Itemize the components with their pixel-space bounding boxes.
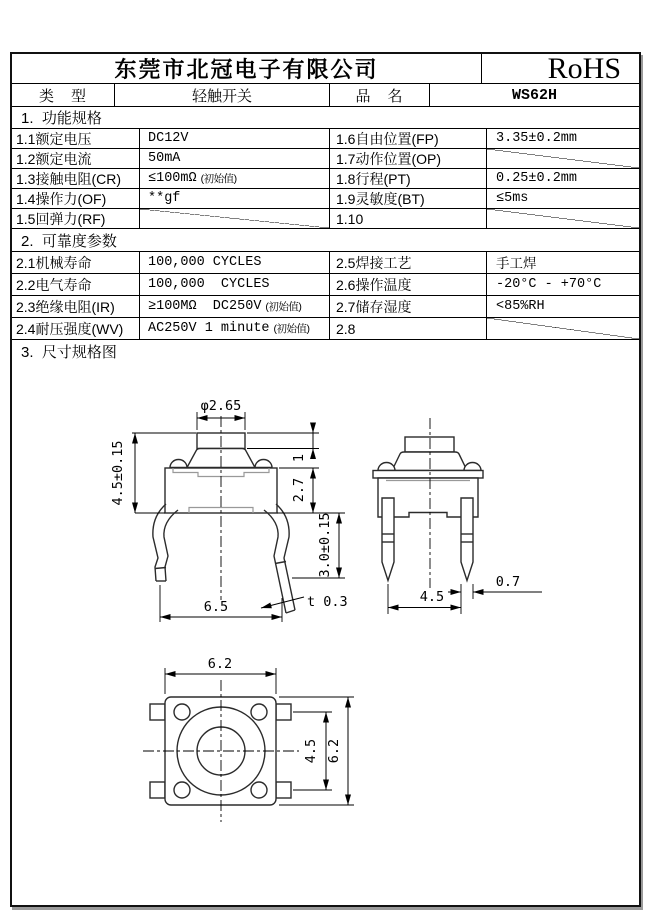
spec-value: AC250V 1 minute (初始值) [140,318,330,339]
spec-row [12,252,639,274]
spec-row [12,296,639,318]
dim-top-lead-pitch: 4.5 [303,738,319,764]
spec-value: <85%RH [496,299,545,314]
spec-value: 0.25±0.2mm [496,171,578,186]
spec-value: ≤5ms [496,191,529,206]
spec-value: ≤100mΩ (初始值) [140,169,330,188]
spec-label: 2.4耐压强度(WV) [12,318,140,339]
drawing-area [12,362,639,903]
dim-cap-height: 1 [291,453,307,463]
dim-total-height: 4.5±0.15 [110,440,126,506]
rohs-badge: RoHS [547,54,621,83]
spec-row [12,149,639,169]
spec-label: 2.1机械寿命 [12,252,140,273]
dim-base-width: 6.5 [203,599,229,615]
spec-value: DC12V [140,129,330,148]
spec-row [12,209,639,229]
spec-label: 1.6自由位置(FP) [330,129,487,148]
spec-label: 2.8 [330,318,487,339]
spec-label: 2.6操作温度 [330,274,487,295]
name-label: 品 名 [330,84,430,106]
spec-label: 2.2电气寿命 [12,274,140,295]
product-name-value: WS62H [511,86,557,104]
spec-row [12,274,639,296]
front-view-drawing [153,433,295,613]
spec-value-na [487,209,639,228]
dim-lead-width: 0.7 [495,574,521,590]
spec-label: 1.1额定电压 [12,129,140,148]
spec-label: 2.5焊接工艺 [330,252,487,273]
type-value: 轻触开关 [115,84,330,106]
company-name: 东莞市北冠电子有限公司 [12,54,482,83]
spec-value: 100,000 CYCLES [140,274,330,295]
type-label: 类 型 [12,84,115,106]
dim-leg-thickness: t 0.3 [307,594,348,610]
dim-body-height: 2.7 [291,477,307,503]
spec-label: 2.3绝缘电阻(IR) [12,296,140,317]
spec-value: 50mA [140,149,330,168]
spec-label: 1.7动作位置(OP) [330,149,487,168]
dim-top-width: 6.2 [207,656,233,672]
spec-value: ≥100MΩ DC250V (初始值) [140,296,330,317]
spec-row [12,129,639,149]
spec-label: 1.4操作力(OF) [12,189,140,208]
dim-button-diameter: φ2.65 [200,398,242,414]
spec-value: 3.35±0.2mm [496,131,578,146]
spec-value-na [487,318,639,339]
spec-label: 1.3接触电阻(CR) [12,169,140,188]
dim-lead-spacing: 4.5 [419,589,445,605]
spec-row [12,169,639,189]
side-view-drawing [373,437,483,581]
section-dimensions-title: 3. 尺寸规格图 [21,343,117,361]
spec-value: -20°C - +70°C [496,277,602,292]
section-functional-title: 1. 功能规格 [12,107,639,129]
spec-label: 1.8行程(PT) [330,169,487,188]
spec-row [12,318,639,340]
spec-label: 1.2额定电流 [12,149,140,168]
spec-label: 1.9灵敏度(BT) [330,189,487,208]
spec-label: 1.5回弹力(RF) [12,209,140,228]
section-reliability-title: 2. 可靠度参数 [12,229,639,252]
product-row [12,84,639,107]
dimension-drawings [12,362,639,903]
dim-leg-length: 3.0±0.15 [317,512,333,578]
spec-value: **gf [140,189,330,208]
title-row [12,54,639,84]
spec-value: 手工焊 [496,258,537,273]
datasheet [10,52,641,907]
spec-value: 100,000 CYCLES [140,252,330,273]
dim-top-depth: 6.2 [326,738,342,764]
spec-value-na [140,209,330,228]
spec-row [12,189,639,209]
spec-value-na [487,149,639,168]
spec-label: 2.7储存湿度 [330,296,487,317]
spec-label: 1.10 [330,209,487,228]
